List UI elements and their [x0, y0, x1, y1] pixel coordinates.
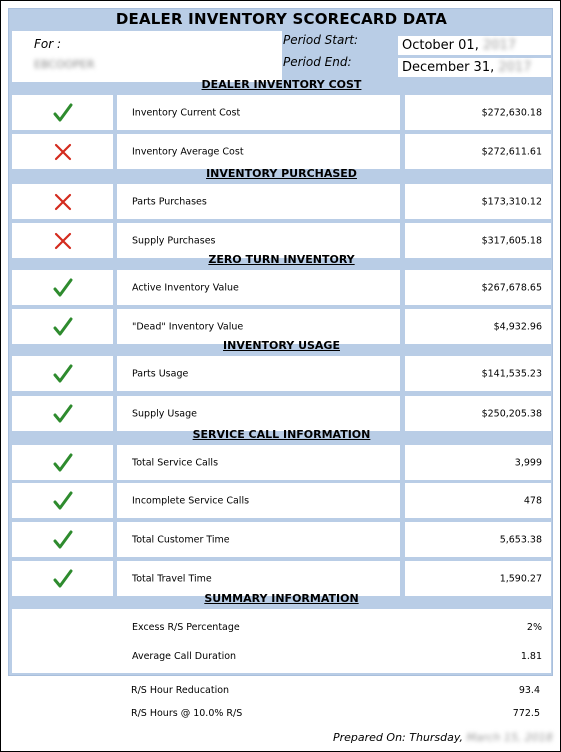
dealer-box — [12, 31, 282, 82]
scorecard-panel — [8, 8, 553, 676]
scorecard-row — [12, 445, 551, 480]
scorecard-row — [12, 356, 551, 391]
status-cell — [12, 184, 113, 219]
value-cell — [405, 356, 551, 391]
value-cell — [405, 270, 551, 305]
metric-label: Parts Usage — [132, 368, 189, 379]
scorecard-row — [12, 95, 551, 130]
status-cell — [12, 396, 113, 431]
status-cell — [12, 356, 113, 391]
checkmark-icon — [52, 363, 74, 385]
value-cell — [405, 483, 551, 518]
label-cell — [117, 396, 400, 431]
value-cell — [405, 396, 551, 431]
metric-value: $317,605.18 — [481, 235, 542, 246]
metric-label: "Dead" Inventory Value — [132, 321, 244, 332]
period-start-field — [398, 36, 551, 55]
metric-label: Total Travel Time — [132, 573, 212, 584]
value-cell — [405, 184, 551, 219]
label-cell — [117, 483, 400, 518]
label-cell — [117, 445, 400, 480]
section-heading-inventory-purchased: INVENTORY PURCHASED — [206, 167, 357, 180]
value-cell — [405, 95, 551, 130]
metric-value: $272,611.61 — [481, 146, 542, 157]
extra-label: R/S Hours @ 10.0% R/S — [131, 708, 243, 719]
metric-value: $267,678.65 — [481, 282, 542, 293]
cross-icon — [52, 141, 74, 163]
scorecard-row — [12, 561, 551, 596]
prepared-date-redacted: March 15, 2018 — [466, 731, 553, 744]
label-cell — [117, 95, 400, 130]
scorecard-row — [12, 483, 551, 518]
metric-value: $173,310.12 — [481, 196, 542, 207]
metric-value: $141,535.23 — [481, 368, 542, 379]
status-cell — [12, 483, 113, 518]
cross-icon — [52, 191, 74, 213]
for-label: For : — [34, 37, 62, 51]
checkmark-icon — [52, 529, 74, 551]
period-start-label: Period Start: — [283, 33, 359, 47]
extra-label: R/S Hour Reducation — [131, 685, 230, 696]
summary-label: Excess R/S Percentage — [132, 622, 240, 633]
scorecard-row — [12, 522, 551, 557]
metric-label: Inventory Current Cost — [132, 107, 241, 118]
status-cell — [12, 522, 113, 557]
extra-value: 772.5 — [512, 708, 540, 719]
label-cell — [117, 356, 400, 391]
metric-value: 478 — [523, 495, 542, 506]
metric-label: Total Customer Time — [132, 534, 230, 545]
checkmark-icon — [52, 452, 74, 474]
summary-label: Average Call Duration — [132, 651, 237, 662]
report-title: DEALER INVENTORY SCORECARD DATA — [115, 10, 448, 28]
status-cell — [12, 134, 113, 169]
checkmark-icon — [52, 316, 74, 338]
metric-value: $250,205.38 — [481, 408, 542, 419]
label-cell — [117, 184, 400, 219]
value-cell — [405, 445, 551, 480]
checkmark-icon — [52, 403, 74, 425]
summary-value: 2% — [526, 622, 542, 633]
scorecard-row — [12, 184, 551, 219]
status-cell — [12, 445, 113, 480]
period-end-year-redacted: 2017 — [498, 60, 532, 75]
metric-label: Parts Purchases — [132, 196, 207, 207]
value-cell — [405, 134, 551, 169]
prepared-on — [333, 731, 553, 744]
status-cell — [12, 270, 113, 305]
metric-value: $4,932.96 — [493, 321, 542, 332]
summary-box — [12, 609, 551, 673]
scorecard-row — [12, 134, 551, 169]
checkmark-icon — [52, 277, 74, 299]
checkmark-icon — [52, 102, 74, 124]
metric-label: Incomplete Service Calls — [132, 495, 250, 506]
checkmark-icon — [52, 490, 74, 512]
period-end-label: Period End: — [283, 55, 352, 69]
value-cell — [405, 561, 551, 596]
metric-value: 5,653.38 — [499, 534, 542, 545]
metric-label: Supply Usage — [132, 408, 197, 419]
metric-label: Inventory Average Cost — [132, 146, 244, 157]
section-heading-summary: SUMMARY INFORMATION — [204, 592, 359, 605]
scorecard-row — [12, 270, 551, 305]
period-start-year-redacted: 2017 — [482, 38, 517, 53]
checkmark-icon — [52, 568, 74, 590]
metric-value: 1,590.27 — [499, 573, 542, 584]
metric-label: Total Service Calls — [132, 457, 219, 468]
prepared-label: Prepared On: Thursday, — [333, 731, 464, 744]
extra-value: 93.4 — [518, 685, 540, 696]
status-cell — [12, 95, 113, 130]
summary-value: 1.81 — [520, 651, 542, 662]
label-cell — [117, 561, 400, 596]
metric-label: Supply Purchases — [132, 235, 216, 246]
value-cell — [405, 522, 551, 557]
period-end-field — [398, 58, 551, 77]
status-cell — [12, 561, 113, 596]
label-cell — [117, 134, 400, 169]
period-end-value: December 31, — [402, 60, 495, 75]
section-heading-zero-turn-inventory: ZERO TURN INVENTORY — [208, 253, 355, 266]
section-heading-dealer-inventory-cost: DEALER INVENTORY COST — [201, 78, 362, 91]
metric-value: 3,999 — [514, 457, 542, 468]
scorecard-row — [12, 396, 551, 431]
section-heading-inventory-usage: INVENTORY USAGE — [223, 339, 340, 352]
metric-value: $272,630.18 — [481, 107, 542, 118]
metric-label: Active Inventory Value — [132, 282, 239, 293]
label-cell — [117, 270, 400, 305]
section-heading-service-call-information: SERVICE CALL INFORMATION — [192, 428, 371, 441]
dealer-name-redacted: EBCOOPER — [34, 58, 95, 71]
cross-icon — [52, 230, 74, 252]
period-start-value: October 01, — [402, 38, 479, 53]
label-cell — [117, 522, 400, 557]
